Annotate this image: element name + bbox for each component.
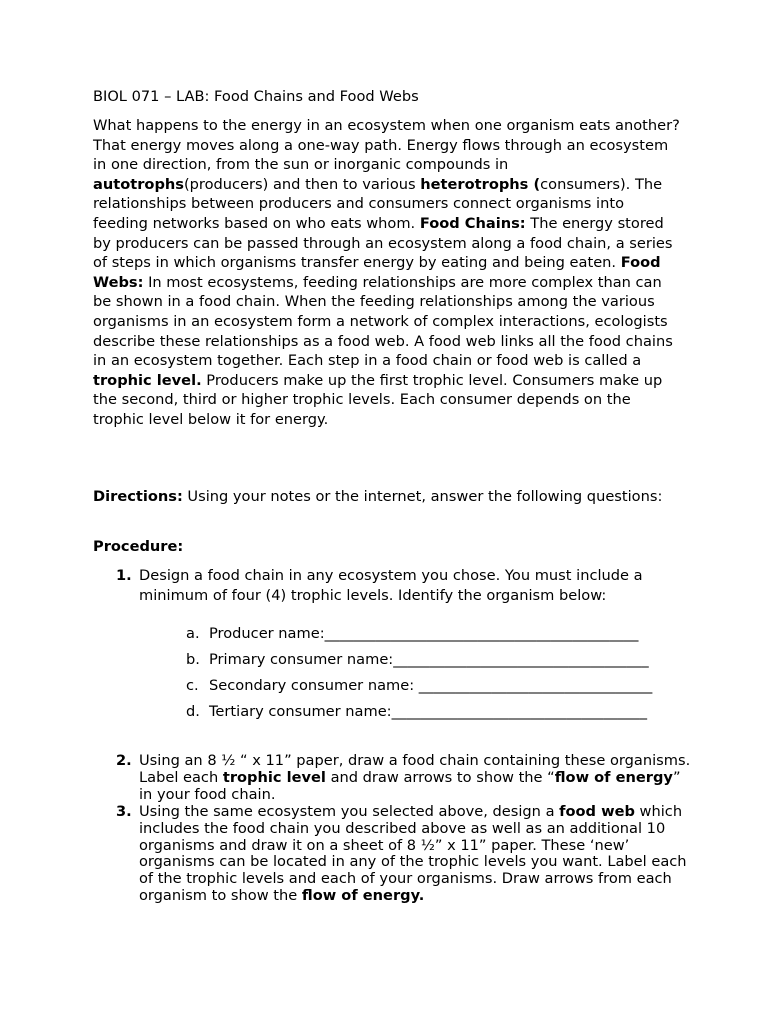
term-flow-of-energy: flow of energy. <box>301 886 425 904</box>
question-number: 3. <box>116 803 132 820</box>
question-text: Design a food chain in any ecosystem you chose. You must include a minimum of four (4) trophic levels. Identify the organism below: <box>139 567 643 604</box>
intro-text: What happens to the energy in an ecosystem when one organism eats another? That energy moves along a one-way path. Energy flows through an ecosystem in one direction, from the sun or inorganic compounds in <box>93 117 680 174</box>
question-text <box>139 804 693 905</box>
directions-label: Directions: <box>93 488 183 505</box>
item-text: Tertiary consumer name:___________________________________ <box>209 703 647 720</box>
intro-text: In most ecosystems, feeding relationships are more complex than can be shown in a food chain. When the feeding relationships among the various organisms in an ecosystem form a network of complex interactions, ecologists describe these relationships as a food web. A food web links all the food chains in an ecosystem together. Each step in a food chain or food web is called a <box>93 273 673 370</box>
answer-line-producer <box>186 624 638 644</box>
term-food-webs: Food Webs: <box>93 254 661 291</box>
directions-text: Using your notes or the internet, answer the following questions: <box>182 488 663 505</box>
item-text: Secondary consumer name: ________________________________ <box>209 677 653 694</box>
item-text: Producer name:___________________________________________ <box>209 625 639 642</box>
term-flow-of-energy: flow of energy <box>554 768 673 786</box>
intro-text: The energy stored by producers can be passed through an ecosystem along a food chain, a series of steps in which organisms transfer energy by eating and being eaten. <box>93 214 673 272</box>
answer-line-tertiary-consumer <box>186 702 647 722</box>
question-text-part: Using the same ecosystem you selected above, design a <box>139 803 560 820</box>
answer-line-primary-consumer <box>186 650 649 670</box>
term-trophic-level: trophic level. <box>93 371 202 389</box>
question-text-part: Using an 8 ½ “ x 11” paper, draw a food chain containing these organisms. Label each <box>139 752 691 786</box>
question-text <box>139 753 693 803</box>
question-text-part: which includes the food chain you described above as well as an additional 10 organisms and draw it on a sheet of 8 ½” x 11” paper. These ‘new’ organisms can be located in any of the trophic levels you want. Label each of the trophic levels and each of your organisms. Draw arrows from each organism to show the <box>139 803 687 904</box>
term-trophic-level: trophic level <box>222 768 326 786</box>
directions-paragraph <box>93 487 683 507</box>
intro-text: consumers). The relationships between producers and consumers connect organisms into feeding networks based on who eats whom. <box>93 175 663 232</box>
intro-text: (producers) and then to various <box>183 175 421 193</box>
term-food-chains: Food Chains: <box>419 214 526 232</box>
procedure-heading: Procedure: <box>93 538 184 555</box>
item-letter: b. <box>186 651 200 668</box>
question-2 <box>93 753 693 803</box>
question-1 <box>93 566 683 605</box>
item-letter: a. <box>186 625 200 642</box>
intro-paragraph <box>93 116 683 430</box>
item-letter: c. <box>186 677 199 694</box>
question-text-part: ” in your food chain. <box>139 768 681 803</box>
document-title: BIOL 071 – LAB: Food Chains and Food Webs <box>93 88 419 105</box>
term-autotrophs: autotrophs <box>93 175 184 193</box>
question-text-part: and draw arrows to show the “ <box>325 768 555 786</box>
term-heterotrophs: heterotrophs ( <box>420 175 541 193</box>
item-letter: d. <box>186 703 200 720</box>
intro-text: Producers make up the first trophic level. Consumers make up the second, third or higher trophic levels. Each consumer depends on the trophic level below it for energy. <box>93 371 663 428</box>
question-number: 2. <box>116 752 132 769</box>
answer-line-secondary-consumer <box>186 676 652 696</box>
item-text: Primary consumer name:___________________________________ <box>209 651 649 668</box>
question-3 <box>93 804 693 905</box>
term-food-web: food web <box>559 803 635 820</box>
question-number: 1. <box>116 567 132 584</box>
